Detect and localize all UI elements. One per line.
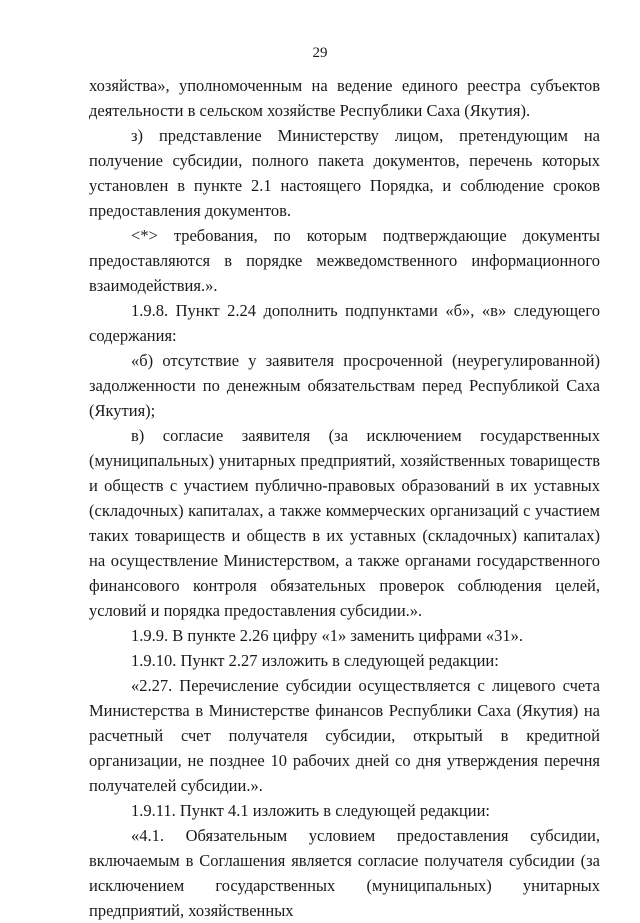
paragraph-continuation: хозяйства», уполномоченным на ведение единого реестра субъектов деятельности в сельском хозяйстве Республики Саха (Якутия). [89,76,600,120]
paragraph-2-27: «2.27. Перечисление субсидии осуществляется с лицевого счета Министерства в Министерстве финансов Республики Саха (Якутия) на расчетный счет получателя субсидии, открытый в кредитной организации, не позднее 10 рабочих дней со дня утверждения перечня получателей субсидии.». [89,676,600,795]
paragraph-item-z: з) представление Министерству лицом, претендующим на получение субсидии, полного пакета документов, перечень которых установлен в пункте 2.1 настоящего Порядка, и соблюдение сроков предоставления документов. [89,126,600,220]
paragraph-footnote: <*> требования, по которым подтверждающие документы предоставляются в порядке межведомственного информационного взаимодействия.». [89,226,600,295]
paragraph-item-v: в) согласие заявителя (за исключением государственных (муниципальных) унитарных предприятий, хозяйственных товариществ и обществ с участием публично-правовых образований в их уставных (складочных) капиталах, а также коммерческих организаций с участием таких товариществ и обществ в их уставных (складочных) капиталах) на осуществление Министерством, а также органами государственного финансового контроля обязательных проверок соблюдения целей, условий и порядка предоставления субсидии.». [89,426,600,620]
paragraph-1-9-10: 1.9.10. Пункт 2.27 изложить в следующей редакции: [131,651,499,670]
page-number: 29 [312,45,328,61]
paragraph-item-b: «б) отсутствие у заявителя просроченной (неурегулированной) задолженности по денежным обязательствам перед Республикой Саха (Якутия); [89,351,600,420]
paragraph-1-9-9: 1.9.9. В пункте 2.26 цифру «1» заменить цифрами «31». [131,626,523,645]
paragraph-1-9-11: 1.9.11. Пункт 4.1 изложить в следующей редакции: [131,801,490,820]
paragraph-1-9-8: 1.9.8. Пункт 2.24 дополнить подпунктами «б», «в» следующего содержания: [89,301,600,345]
paragraph-4-1: «4.1. Обязательным условием предоставления субсидии, включаемым в Соглашения является согласие получателя субсидии (за исключением государственных (муниципальных) унитарных предприятий, хозяйственных [89,826,600,920]
document-body [89,73,600,923]
